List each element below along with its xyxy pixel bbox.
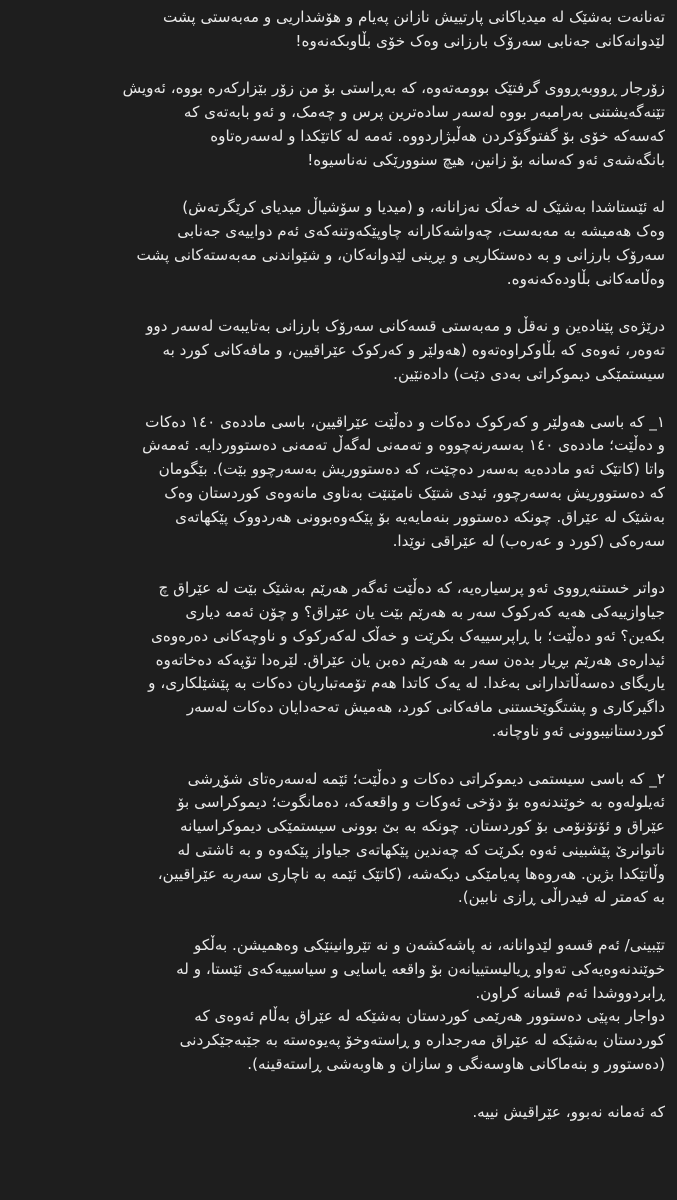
paragraph-note: تێبینی/ ئەم قسەو لێدوانانە، نە پاشەکشەن و نە تێروانینێکی وەهمیشن. بەڵکو خوێندنەوەیەکی تەواو ڕیالیستییانەن بۆ واقعە یاسایی و سیاسییەکەی ئێستا، و لە ڕابردووشدا ئەم قسانە کراون. دواجار بەپێی دەستوور هەرێمی کوردستان بەشێکە لە عێراق بەڵام ئەوەی کە کوردستان بەشێکە لە عێراق مەرجدارە و ڕاستەوخۆ پەیوەستە بە جێبەجێکردنی (دەستوور و بنەماکانی هاوسەنگی و سازان و هاوبەشی ڕاستەقینە). <box>176 936 665 1074</box>
paragraph-intro: تەنانەت بەشێک لە میدیاکانی پارتییش نازانن پەیام و هۆشداریی و مەبەستی پشت لێدوانەکانی جەنابی سەرۆک بارزانی وەک خۆی بڵاوبکەنەوە! <box>162 8 665 50</box>
paragraph-problem: زۆرجار ڕووبەڕووی گرفتێک بوومەتەوە، کە بەڕاستی بۆ من زۆر بێزارکەرە بووە، ئەویش تێنەگەیشتنی بەرامبەر بووە لەسەر سادەترین پرس و چەمک، و ئەو بابەتەی کە کەسەکە خۆی بۆ گفتوگۆکردن هەڵبژاردووە. ئەمە لە کاتێکدا و لەسەرەتاوە بانگەشەی ئەو کەسانە بۆ زانین، هیچ سنوورێکی نەناسیوە! <box>122 79 665 169</box>
paragraph-referendum: دواتر خستنەڕووی ئەو پرسیارەیە، کە دەڵێت ئەگەر هەرێم بەشێک بێت لە عێراق چ جیاوازییەکی هەیە کەرکوک سەر بە هەرێم بێت یان عێراق؟ و چۆن ئەمە دیاری بکەین؟ ئەو دەڵێت؛ با ڕاپرسییەک بکرێت و خەڵک لەکەرکوک و ناوچەکانی دەرەوەی ئیدارەی هەرێم بڕیار بدەن سەر بە هەرێم دەبن یان عێراق. لێرەدا تۆپەکە دەخاتەوە یاریگای دەسەڵاتدارانی بەغدا. لە یەک کاتدا هەم تۆمەتباریان دەکات بە پێشێلکاری، و داگیرکاری و پشتگوێخستنی مافەکانی کورد، هەمیش تەحەدایان دەکات لەسەر کوردستانیبوونی ئەو ناوچانە. <box>148 579 665 740</box>
paragraph-media: لە ئێستاشدا بەشێک لە خەڵک نەزانانە، و (میدیا و سۆشیاڵ میدیای کرێگرتەش) وەک هەمیشە بە مەبەست، چەواشەکارانە چاوپێکەوتنەکەی ئەم دواییەی جەنابی سەرۆک بارزانی و بە دەستکاریی و بڕینی لێدوانەکان، و شێواندنی مەبەستەکانی پشت وەڵامەکانی بڵاودەکەنەوە. <box>136 198 665 288</box>
paragraph-conclusion: کە ئەمانە نەبوو، عێراقیش نییە. <box>472 1102 665 1121</box>
paragraph-point-two: ٢_ کە باسی سیستمی دیموکراتی دەکات و دەڵێت؛ ئێمە لەسەرەتای شۆڕشی ئەیلولەوە بە خوێندنەوە بۆ دۆخی ئەوکات و واقعەکە، دەمانگوت؛ دیموکراسی بۆ عێراق و ئۆتۆنۆمی بۆ کوردستان. چونکە بە بێ بوونی سیستمێکی دیموکراسیانە ناتوانرێ پێشبینی ئەوە بکرێت کە چەندین پێکهاتەی جیاواز پێکەوە و بە ئاشتی لە وڵاتێکدا بژین. هەروەها پەیامێکی دیکەشە، (کاتێک ئێمە بە ناچاری سەربە عێراقیین، بە کەمتر لە فیدراڵی ڕازی نابین). <box>157 769 665 907</box>
paragraph-two-topics: درێژەی پێنادەین و نەقڵ و مەبەستی قسەکانی سەرۆک بارزانی بەتایبەت لەسەر دوو تەوەر، ئەوەی کە بڵاوکراوەتەوە (هەولێر و کەرکوک عێراقیین، و مافەکانی کورد بە سیستمێکی دیموکراتی بەدی دێت) دادەنێین. <box>146 317 665 383</box>
paragraph-point-one: ١_ کە باسی هەولێر و کەرکوک دەکات و دەڵێت عێراقیین، باسی ماددەی ١٤٠ دەکات و دەڵێت؛ ماددەی ١٤٠ بەسەرنەچووە و تەمەنی لەگەڵ تەمەنی دەستووردایە. ئەمەش واتا (کاتێک ئەو ماددەیە بەسەر دەچێت، کە دەستووریش بەسەرچوو بێت). بێگومان کە دەستووریش بەسەرچوو، ئیدی شتێک نامێنێت بەناوی مانەوەی کوردستان وەک بەشێک لە عێراق. چونکە دەستوور بنەمایەیە بۆ پێکەوەبوونی هەردووک پێکهاتەی سەرەکی (کورد و عەرەب) لە عێراقی نوێدا. <box>142 412 665 550</box>
